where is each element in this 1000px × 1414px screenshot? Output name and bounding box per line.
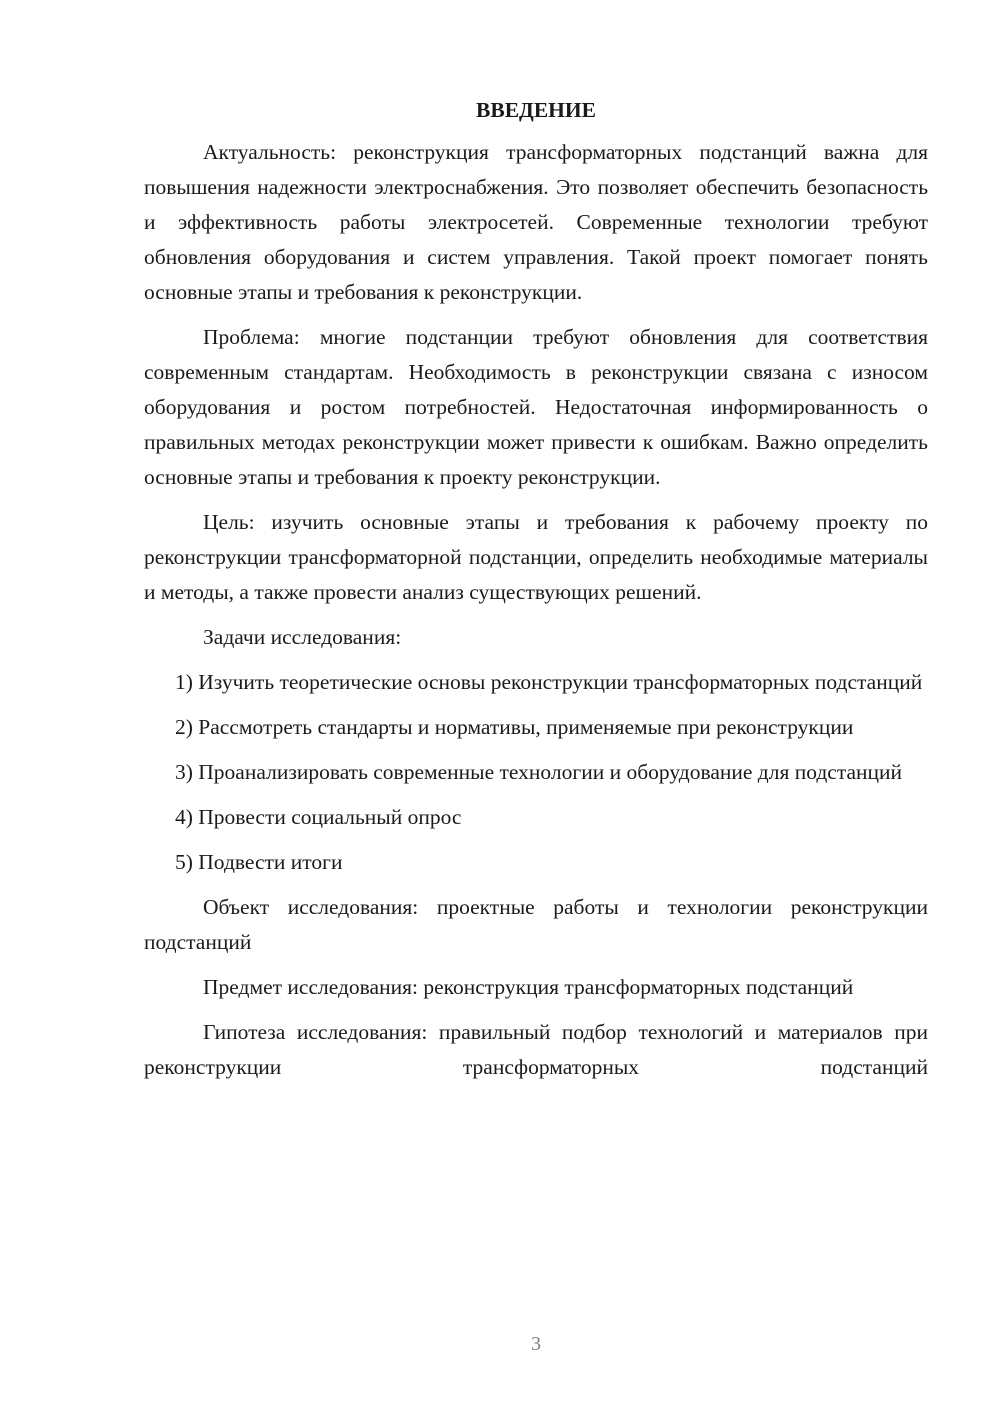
page-title: ВВЕДЕНИЕ — [476, 98, 596, 122]
task-item-5: 5) Подвести итоги — [175, 850, 343, 874]
paragraph-object: Объект исследования: проектные работы и технологии реконструкции подстанций — [144, 895, 928, 954]
task-item-4: 4) Провести социальный опрос — [175, 805, 462, 829]
paragraph-subject: Предмет исследования: реконструкция трансформаторных подстанций — [203, 975, 854, 999]
paragraph-relevance: Актуальность: реконструкция трансформаторных подстанций важна для повышения надежности электроснабжения. Это позволяет обеспечить безопасность и эффективность работы электросетей. Современные технологии требуют обновления оборудования и систем управления. Такой проект помогает понять основные этапы и требования к реконструкции. — [144, 140, 928, 304]
paragraph-problem: Проблема: многие подстанции требуют обновления для соответствия современным стандартам. Необходимость в реконструкции связана с износом оборудования и ростом потребностей. Недостаточная информированность о правильных методах реконструкции может привести к ошибкам. Важно определить основные этапы и требования к проекту реконструкции. — [144, 325, 928, 489]
paragraph-tasks-heading: Задачи исследования: — [203, 625, 402, 649]
page-number: 3 — [531, 1333, 541, 1355]
paragraph-hypothesis: Гипотеза исследования: правильный подбор технологий и материалов при реконструкции трансформаторных подстанций — [144, 1020, 928, 1079]
task-item-3: 3) Проанализировать современные технологии и оборудование для подстанций — [175, 760, 903, 784]
paragraph-goal: Цель: изучить основные этапы и требования к рабочему проекту по реконструкции трансформаторной подстанции, определить необходимые материалы и методы, а также провести анализ существующих решений. — [144, 510, 928, 604]
document-page — [144, 95, 928, 1095]
task-item-1: 1) Изучить теоретические основы реконструкции трансформаторных подстанций — [175, 670, 923, 694]
task-item-2: 2) Рассмотреть стандарты и нормативы, применяемые при реконструкции — [175, 715, 854, 739]
